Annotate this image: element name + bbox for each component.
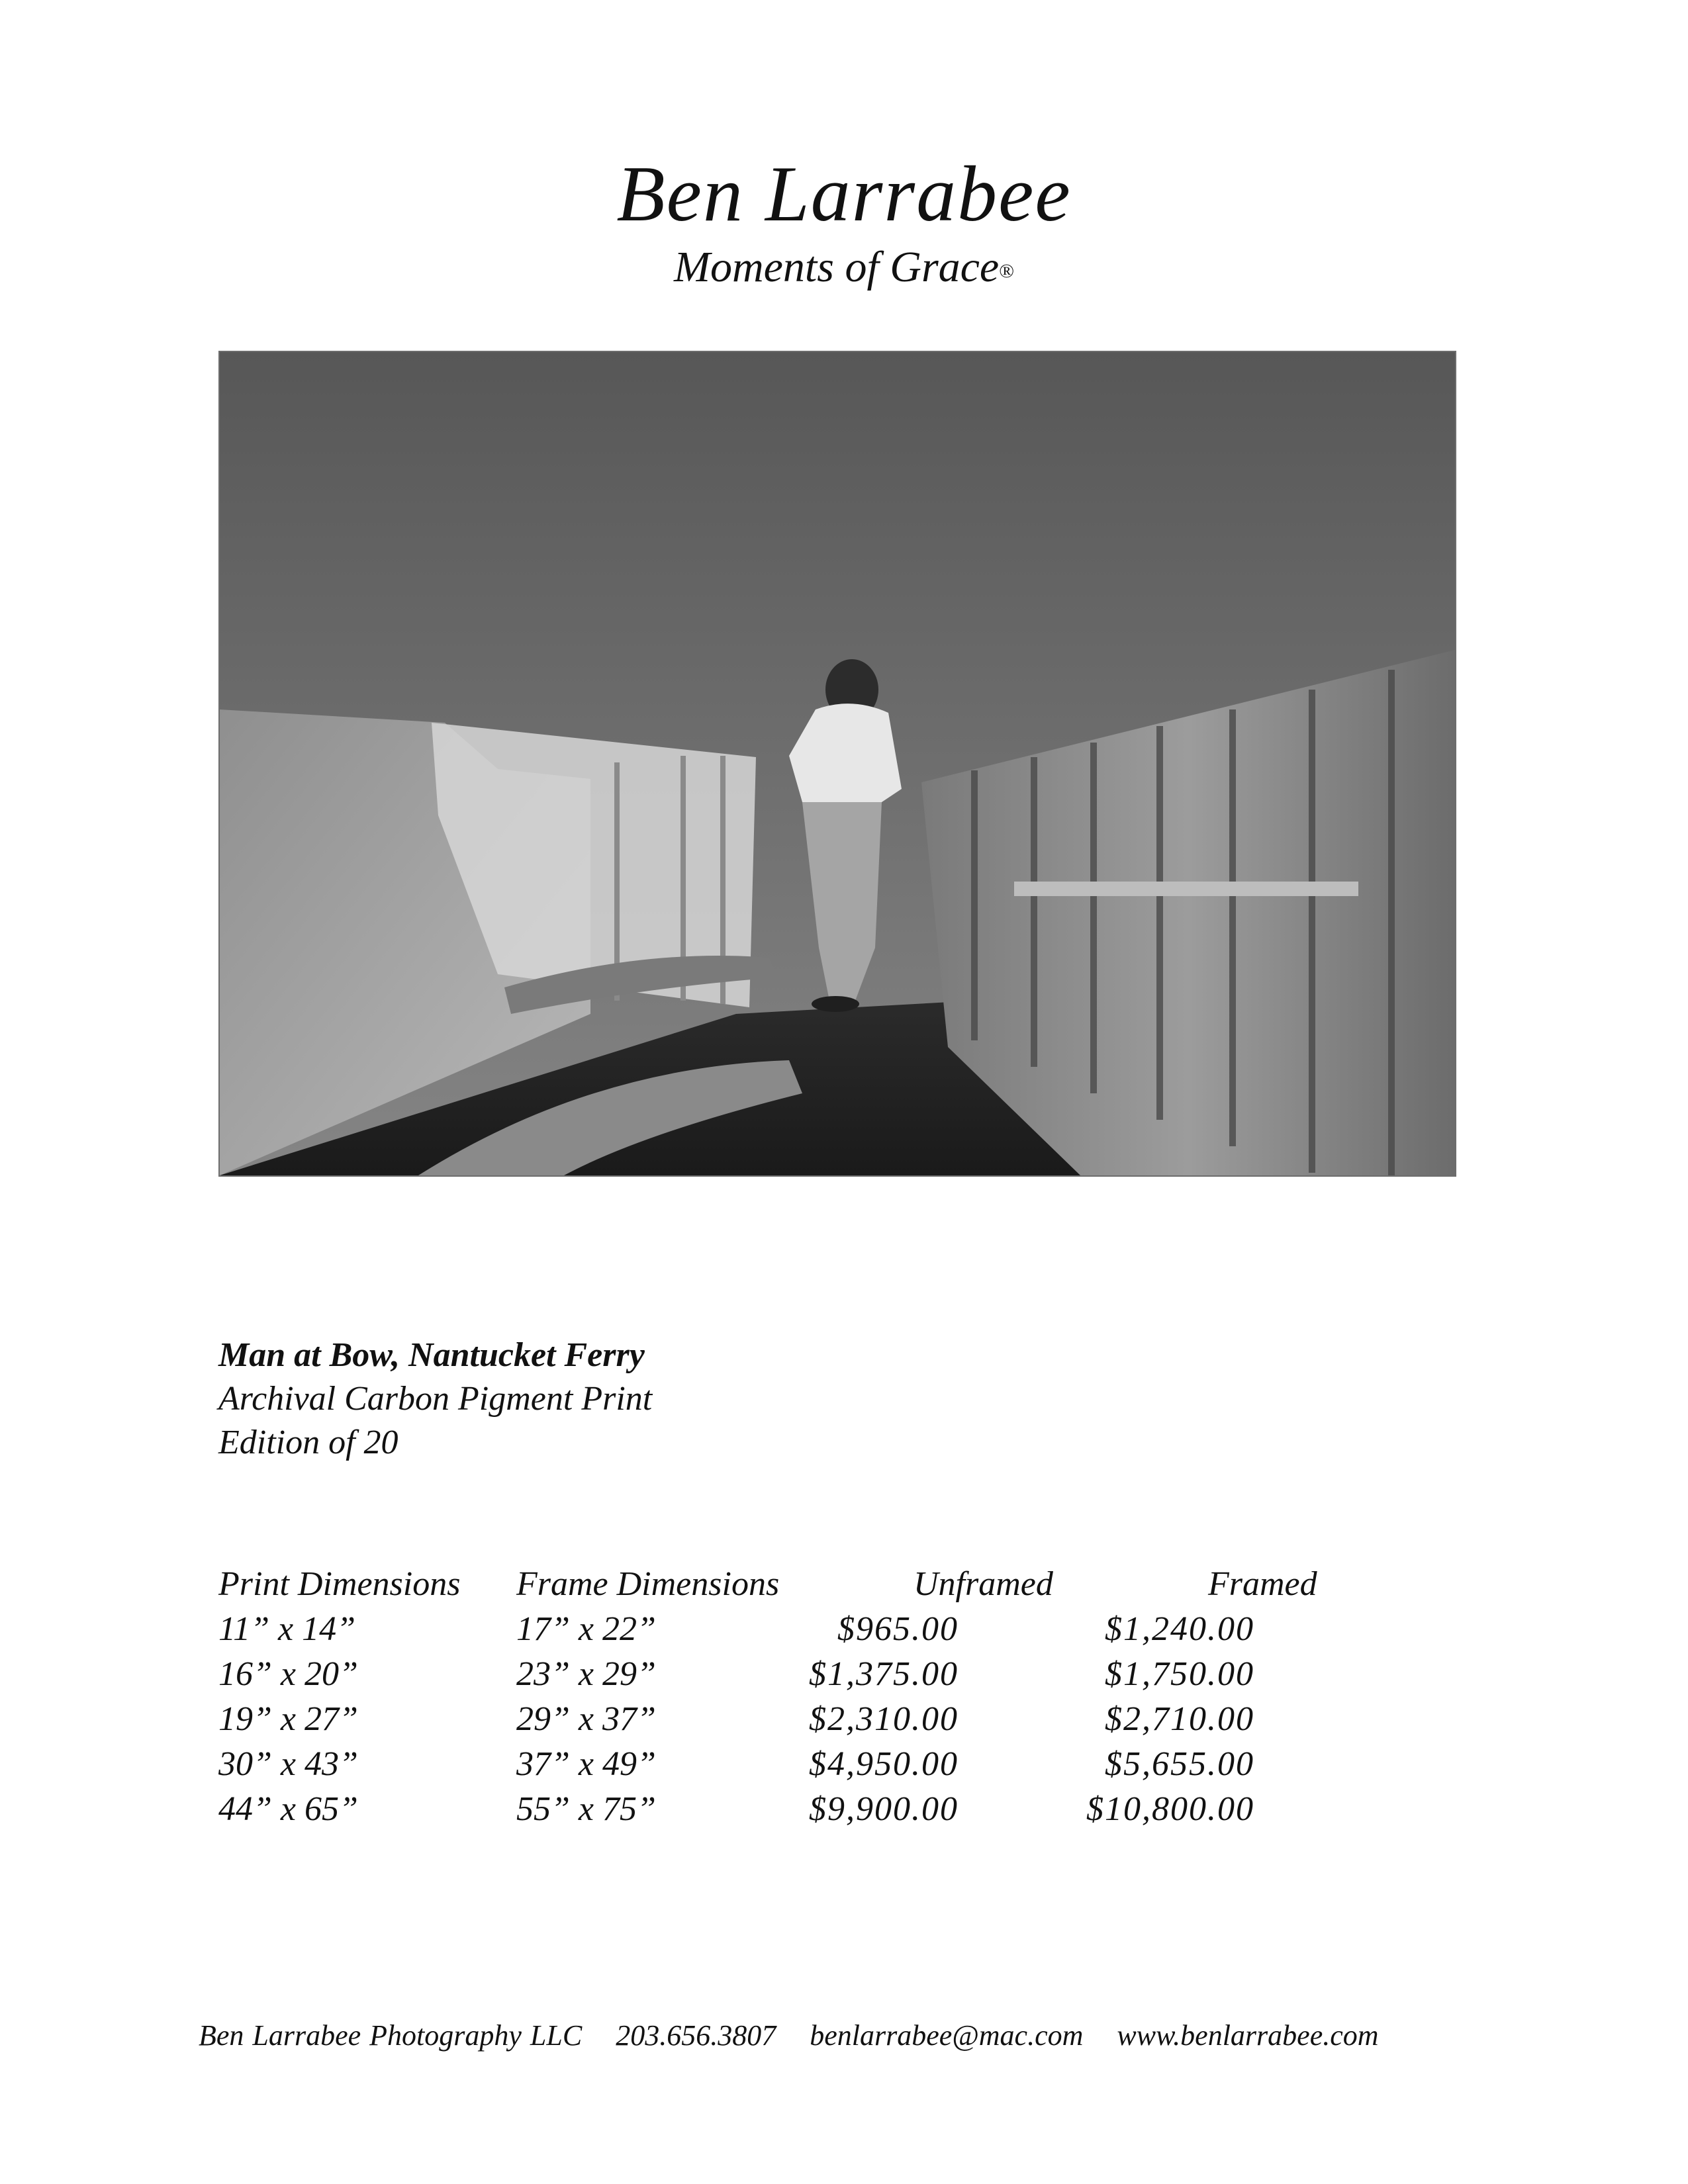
print-dimensions-cell: 16” x 20” bbox=[218, 1655, 358, 1693]
print-dimensions-cell: 11” x 14” bbox=[218, 1610, 356, 1648]
frame-dimensions-cell: 29” x 37” bbox=[516, 1700, 656, 1738]
framed-price-cell: $10,800.00 bbox=[1086, 1790, 1254, 1828]
photograph-illustration bbox=[220, 352, 1455, 1175]
frame-dimensions-cell: 17” x 22” bbox=[516, 1610, 656, 1648]
table-row bbox=[218, 1697, 1410, 1742]
artwork-caption bbox=[218, 1334, 652, 1465]
print-dimensions-cell: 44” x 65” bbox=[218, 1790, 358, 1828]
unframed-price-cell: $9,900.00 bbox=[809, 1790, 959, 1828]
header-unframed: Unframed bbox=[914, 1565, 1053, 1603]
artwork-medium: Archival Carbon Pigment Print bbox=[218, 1380, 653, 1418]
print-dimensions-cell: 19” x 27” bbox=[218, 1700, 358, 1738]
header-print-dimensions: Print Dimensions bbox=[218, 1565, 461, 1603]
registered-mark: ® bbox=[999, 260, 1015, 282]
header-frame-dimensions: Frame Dimensions bbox=[516, 1565, 780, 1603]
page-header bbox=[0, 151, 1688, 298]
artwork-title: Man at Bow, Nantucket Ferry bbox=[218, 1336, 645, 1374]
email-link[interactable]: benlarrabee@mac.com bbox=[810, 2019, 1084, 2052]
company-name: Ben Larrabee Photography LLC bbox=[199, 2019, 583, 2052]
frame-dimensions-cell: 37” x 49” bbox=[516, 1745, 656, 1783]
phone-number[interactable]: 203.656.3807 bbox=[616, 2019, 776, 2052]
framed-price-cell: $1,240.00 bbox=[1105, 1610, 1254, 1648]
table-row bbox=[218, 1607, 1410, 1652]
framed-price-cell: $1,750.00 bbox=[1105, 1655, 1254, 1693]
table-row bbox=[218, 1787, 1410, 1832]
series-title-text: Moments of Grace bbox=[673, 243, 1000, 291]
unframed-price-cell: $2,310.00 bbox=[809, 1700, 959, 1738]
table-row bbox=[218, 1652, 1410, 1697]
header-framed: Framed bbox=[1208, 1565, 1317, 1603]
website-link[interactable]: www.benlarrabee.com bbox=[1117, 2019, 1379, 2052]
framed-price-cell: $2,710.00 bbox=[1105, 1700, 1254, 1738]
frame-dimensions-cell: 23” x 29” bbox=[516, 1655, 656, 1693]
frame-dimensions-cell: 55” x 75” bbox=[516, 1790, 656, 1828]
unframed-price-cell: $4,950.00 bbox=[809, 1745, 959, 1783]
price-table bbox=[218, 1562, 1410, 1832]
framed-price-cell: $5,655.00 bbox=[1105, 1745, 1254, 1783]
table-row bbox=[218, 1742, 1410, 1787]
price-table-header bbox=[218, 1562, 1410, 1607]
artwork-edition: Edition of 20 bbox=[218, 1424, 399, 1461]
artist-name: Ben Larrabee bbox=[616, 150, 1072, 238]
series-title bbox=[0, 241, 1688, 298]
unframed-price-cell: $965.00 bbox=[837, 1610, 959, 1648]
print-dimensions-cell: 30” x 43” bbox=[218, 1745, 358, 1783]
unframed-price-cell: $1,375.00 bbox=[809, 1655, 959, 1693]
featured-photograph bbox=[218, 351, 1456, 1177]
contact-footer bbox=[199, 2019, 1379, 2052]
